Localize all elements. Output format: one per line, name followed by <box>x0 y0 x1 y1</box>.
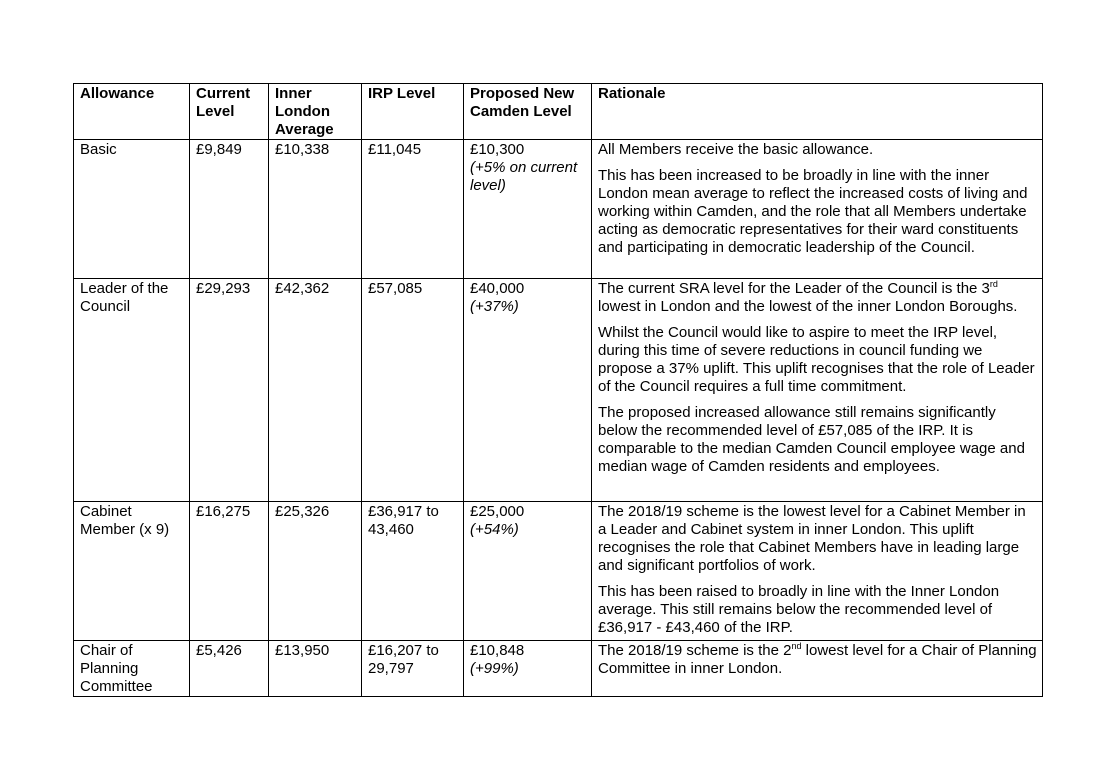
irp-level-cell: £16,207 to 29,797 <box>362 641 464 697</box>
rationale-text: lowest level for a Chair of Planning Committee in inner London. <box>598 642 1037 677</box>
proposed-note: (+5% on current level) <box>470 159 578 194</box>
header-irp-level: IRP Level <box>362 84 464 140</box>
inner-london-cell: £25,326 <box>269 502 362 641</box>
proposed-value: £25,000 <box>470 503 525 520</box>
table-row <box>74 641 1043 697</box>
proposed-level-cell <box>464 641 592 697</box>
rationale-cell <box>592 140 1043 279</box>
header-allowance: Allowance <box>74 84 190 140</box>
rationale-paragraph <box>598 280 1038 316</box>
rationale-paragraph: Whilst the Council would like to aspire to meet the IRP level, during this time of severe reductions in council funding we propose a 37% uplift. This uplift recognises that the role of Leader of the Council requires a full time commitment. <box>598 324 1035 395</box>
irp-level-cell: £11,045 <box>362 140 464 279</box>
proposed-level-cell <box>464 502 592 641</box>
allowance-cell: Leader of the Council <box>74 279 190 502</box>
rationale-paragraph: This has been raised to broadly in line with the Inner London average. This still remains below the recommended level of £36,917 - £43,460 of the IRP. <box>598 583 1000 636</box>
irp-level-cell: £57,085 <box>362 279 464 502</box>
current-level-cell: £29,293 <box>190 279 269 502</box>
rationale-cell <box>592 502 1043 641</box>
allowance-cell: Cabinet Member (x 9) <box>74 502 190 641</box>
ordinal-suffix: rd <box>989 279 998 289</box>
header-row <box>74 84 1043 140</box>
table-row <box>74 502 1043 641</box>
rationale-paragraph <box>598 642 1038 678</box>
proposed-note: (+54%) <box>470 521 519 538</box>
rationale-paragraph: This has been increased to be broadly in line with the inner London mean average to reflect the increased costs of living and working within Camden, and the role that all Members undertake acting as democratic representatives for their ward constituents and participating in democratic leadership of the Council. <box>598 167 1028 256</box>
rationale-cell <box>592 279 1043 502</box>
proposed-value: £10,300 <box>470 141 525 158</box>
rationale-cell <box>592 641 1043 697</box>
allowance-cell: Chair of Planning Committee <box>74 641 190 697</box>
allowances-table <box>73 83 1043 697</box>
rationale-text: lowest in London and the lowest of the inner London Boroughs. <box>598 298 1018 315</box>
proposed-value: £40,000 <box>470 280 525 297</box>
rationale-paragraph: All Members receive the basic allowance. <box>598 141 874 158</box>
proposed-value: £10,848 <box>470 642 525 659</box>
current-level-cell: £9,849 <box>190 140 269 279</box>
rationale-text: The 2018/19 scheme is the 2 <box>598 642 792 659</box>
allowance-cell: Basic <box>74 140 190 279</box>
inner-london-cell: £10,338 <box>269 140 362 279</box>
header-proposed-level: Proposed New Camden Level <box>464 84 592 140</box>
irp-level-cell: £36,917 to 43,460 <box>362 502 464 641</box>
inner-london-cell: £13,950 <box>269 641 362 697</box>
header-inner-london-average: Inner London Average <box>269 84 362 140</box>
proposed-note: (+37%) <box>470 298 519 315</box>
rationale-paragraph: The 2018/19 scheme is the lowest level for a Cabinet Member in a Leader and Cabinet system in inner London. This uplift recognises the role that Cabinet Members have in leading large and significant portfolios of work. <box>598 503 1026 574</box>
table-row <box>74 140 1043 279</box>
table-row <box>74 279 1043 502</box>
current-level-cell: £5,426 <box>190 641 269 697</box>
proposed-note: (+99%) <box>470 660 519 677</box>
proposed-level-cell <box>464 279 592 502</box>
rationale-paragraph: The proposed increased allowance still remains significantly below the recommended level of £57,085 of the IRP. It is comparable to the median Camden Council employee wage and median wage of Camden residents and employees. <box>598 404 1025 475</box>
proposed-level-cell <box>464 140 592 279</box>
current-level-cell: £16,275 <box>190 502 269 641</box>
rationale-text: The current SRA level for the Leader of the Council is the 3 <box>598 280 990 297</box>
header-current-level: Current Level <box>190 84 269 140</box>
header-rationale: Rationale <box>592 84 1043 140</box>
inner-london-cell: £42,362 <box>269 279 362 502</box>
ordinal-suffix: nd <box>791 641 802 651</box>
